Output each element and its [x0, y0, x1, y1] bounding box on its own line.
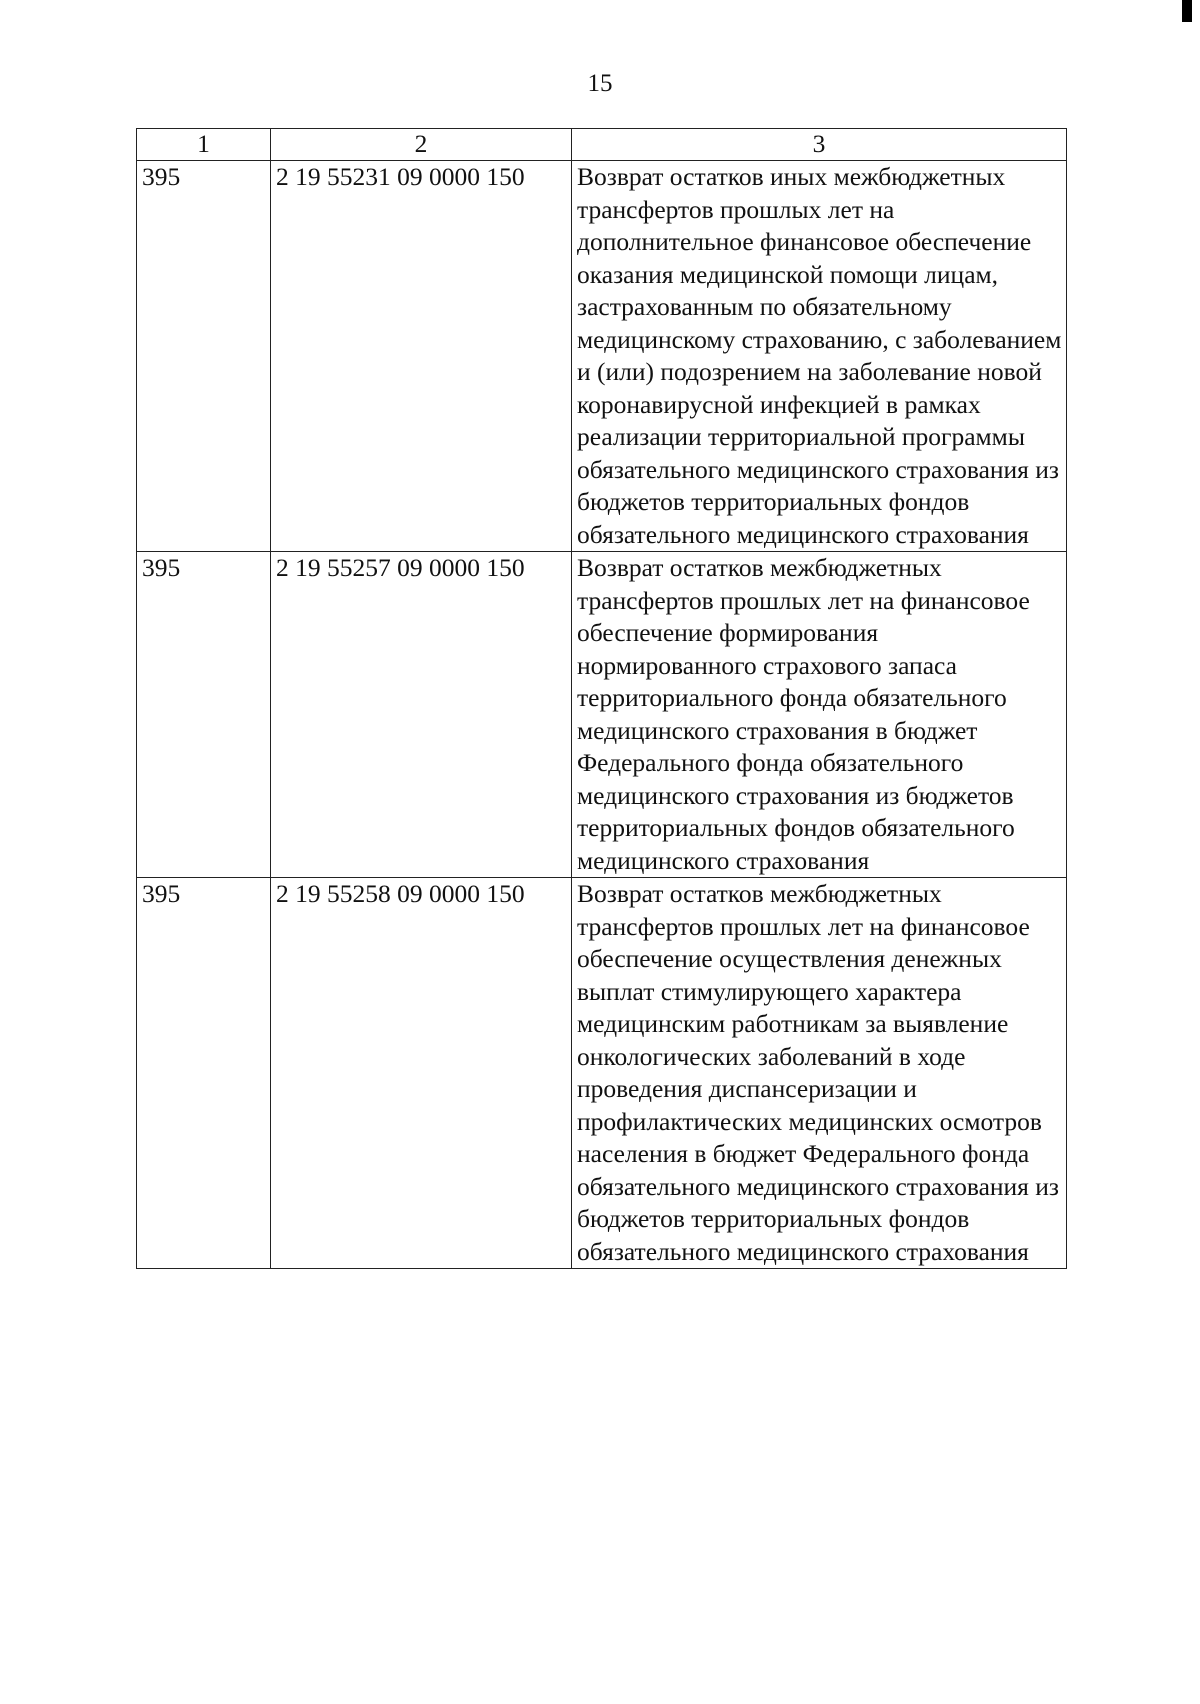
table-row — [137, 161, 1067, 552]
description-cell: Возврат остатков межбюджетных трансфертов прошлых лет на финансовое обеспечение осуществления денежных выплат стимулирующего характера медицинским работникам за выявление онкологических заболеваний в ходе проведения диспансеризации и профилактических медицинских осмотров населения в бюджет Федерального фонда обязательного медицинского страхования из бюджетов территориальных фондов обязательного медицинского страхования — [572, 878, 1067, 1269]
table-row — [137, 878, 1067, 1269]
admin-code-cell: 395 — [137, 552, 271, 878]
description-cell: Возврат остатков иных межбюджетных трансфертов прошлых лет на дополнительное финансовое обеспечение оказания медицинской помощи лицам, застрахованным по обязательному медицинскому страхованию, с заболеванием и (или) подозрением на заболевание новой коронавирусной инфекцией в рамках реализации территориальной программы обязательного медицинского страхования из бюджетов территориальных фондов обязательного медицинского страхования — [572, 161, 1067, 552]
page-number: 15 — [587, 70, 613, 97]
header-col-2: 2 — [271, 129, 572, 161]
scan-edge-mark — [1182, 0, 1192, 22]
description-cell: Возврат остатков межбюджетных трансфертов прошлых лет на финансовое обеспечение формирования нормированного страхового запаса территориального фонда обязательного медицинского страхования в бюджет Федерального фонда обязательного медицинского страхования из бюджетов территориальных фондов обязательного медицинского страхования — [572, 552, 1067, 878]
table-header-row — [137, 129, 1067, 161]
budget-codes-table — [136, 128, 1067, 1269]
kbk-code-cell: 2 19 55257 09 0000 150 — [271, 552, 572, 878]
header-col-1: 1 — [137, 129, 271, 161]
table-row — [137, 552, 1067, 878]
kbk-code-cell: 2 19 55258 09 0000 150 — [271, 878, 572, 1269]
admin-code-cell: 395 — [137, 878, 271, 1269]
kbk-code-cell: 2 19 55231 09 0000 150 — [271, 161, 572, 552]
admin-code-cell: 395 — [137, 161, 271, 552]
header-col-3: 3 — [572, 129, 1067, 161]
